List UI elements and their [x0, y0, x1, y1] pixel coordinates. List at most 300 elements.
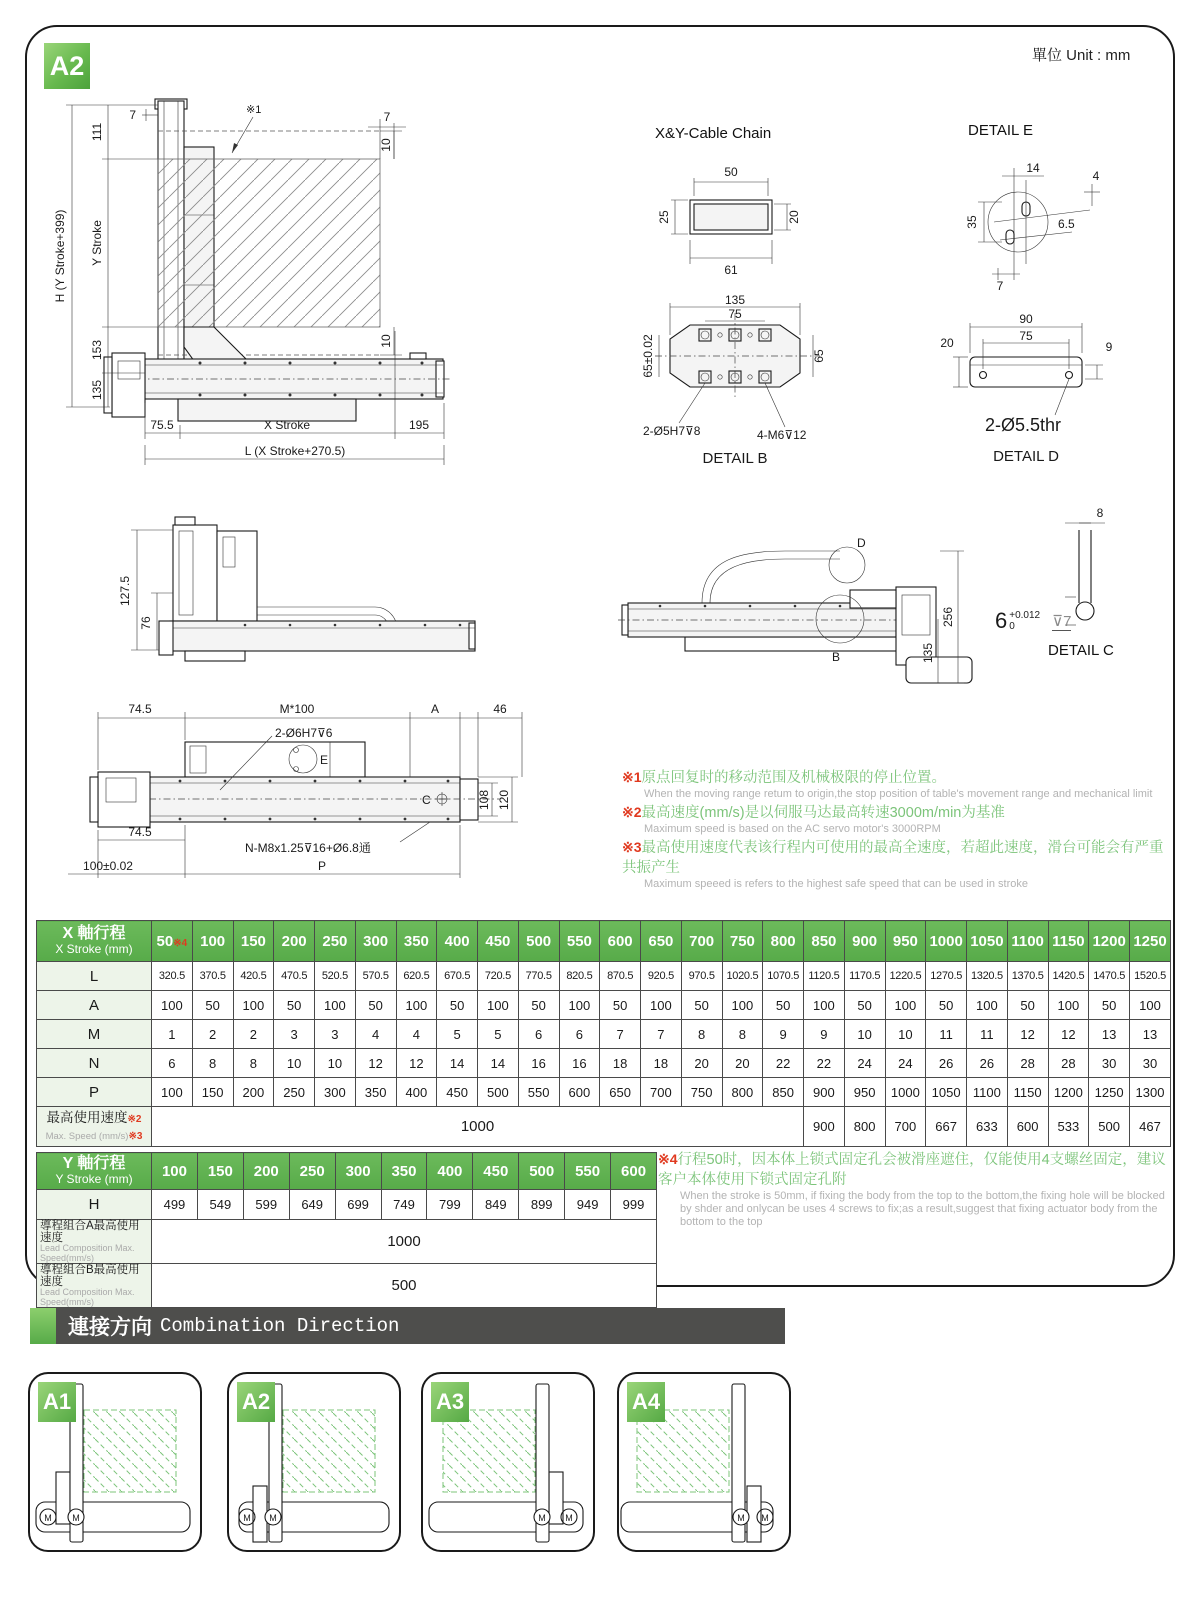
card-badge-a2: A2: [237, 1382, 275, 1422]
table-cell: 100: [233, 991, 274, 1020]
table-cell: 13: [1130, 1020, 1171, 1049]
y-stroke-header-zh: Y 軸行程: [62, 1155, 126, 1173]
x-stroke-col: 1000: [926, 921, 967, 962]
table-cell: 250: [274, 1078, 315, 1107]
svg-text:74.5: 74.5: [128, 702, 152, 716]
max-speed-cell: 667: [926, 1107, 967, 1147]
y-stroke-col: 350: [381, 1153, 427, 1190]
svg-text:M: M: [44, 1513, 52, 1523]
svg-text:P: P: [317, 859, 327, 873]
x-stroke-col: 1100: [1007, 921, 1048, 962]
svg-text:2-Ø5.5thr: 2-Ø5.5thr: [985, 415, 1062, 435]
svg-text:100±0.02: 100±0.02: [83, 859, 133, 873]
table-cell: 50: [1089, 991, 1130, 1020]
svg-text:M: M: [737, 1513, 745, 1523]
x-table-row: [37, 962, 1171, 991]
svg-text:90: 90: [1019, 312, 1033, 326]
max-speed-cell: 900: [804, 1107, 845, 1147]
svg-text:153: 153: [90, 339, 104, 361]
table-cell: 24: [885, 1049, 926, 1078]
svg-text:Y Stroke: Y Stroke: [90, 220, 104, 266]
svg-text:9: 9: [1105, 340, 1113, 354]
x-stroke-col: 1250: [1130, 921, 1171, 962]
svg-text:111: 111: [90, 122, 104, 142]
unit-label: 單位 Unit : mm: [1032, 47, 1131, 64]
svg-text:65: 65: [812, 349, 826, 363]
lead-speed-value: 500: [152, 1264, 657, 1308]
svg-text:M: M: [565, 1513, 573, 1523]
table-cell: 50: [274, 991, 315, 1020]
table-cell: 899: [519, 1190, 565, 1220]
svg-text:120: 120: [497, 789, 511, 811]
y-table-header-row: [37, 1153, 657, 1190]
table-cell: 5: [437, 1020, 478, 1049]
x-table-header-row: [37, 921, 1171, 962]
svg-text:4-M6⊽12: 4-M6⊽12: [757, 428, 807, 442]
x-stroke-col: 200: [274, 921, 315, 962]
x-stroke-col: 1150: [1048, 921, 1089, 962]
x-stroke-col: 100: [192, 921, 233, 962]
table-cell: 470.5: [274, 962, 315, 991]
lead-speed-value: 1000: [152, 1220, 657, 1264]
y-stroke-col: 300: [335, 1153, 381, 1190]
note2-marker: ※2: [127, 1114, 142, 1125]
y-stroke-col: 200: [243, 1153, 289, 1190]
x-stroke-col: 800: [763, 921, 804, 962]
svg-text:20: 20: [940, 336, 954, 350]
svg-text:75: 75: [1019, 329, 1033, 343]
y-lead-row-b: [37, 1264, 657, 1308]
svg-text:61: 61: [724, 263, 738, 277]
svg-text:135: 135: [90, 379, 104, 401]
svg-text:4: 4: [1092, 169, 1100, 183]
detail-d-drawing: [925, 295, 1140, 470]
y-stroke-table: [36, 1152, 657, 1308]
table-cell: 30: [1130, 1049, 1171, 1078]
table-cell: 499: [152, 1190, 198, 1220]
row-label: P: [37, 1078, 152, 1107]
table-cell: 22: [804, 1049, 845, 1078]
table-cell: 22: [763, 1049, 804, 1078]
x-table-row: [37, 991, 1171, 1020]
table-cell: 100: [722, 991, 763, 1020]
max-speed-label-zh: 最高使用速度※2: [46, 1110, 142, 1125]
x-stroke-header-en: X Stroke (mm): [55, 942, 133, 957]
table-cell: 50: [518, 991, 559, 1020]
table-cell: 20: [722, 1049, 763, 1078]
table-cell: 1020.5: [722, 962, 763, 991]
svg-text:M: M: [269, 1513, 277, 1523]
max-speed-label-en: Max. Speed (mm/s)※3: [45, 1130, 143, 1142]
table-cell: 100: [885, 991, 926, 1020]
table-cell: 450: [437, 1078, 478, 1107]
x-stroke-col: 650: [641, 921, 682, 962]
table-cell: 30: [1089, 1049, 1130, 1078]
table-cell: 100: [152, 991, 193, 1020]
table-cell: 10: [315, 1049, 356, 1078]
svg-text:7: 7: [996, 279, 1004, 293]
table-cell: 50: [681, 991, 722, 1020]
lead-label: 導程組合A最高使用速度 Lead Composition Max. Speed(mm/s): [37, 1220, 152, 1264]
svg-text:7: 7: [129, 108, 136, 122]
table-cell: 9: [804, 1020, 845, 1049]
svg-text:H (Y Stroke+399): H (Y Stroke+399): [53, 209, 67, 303]
svg-text:E: E: [320, 753, 329, 767]
row-label: H: [37, 1190, 152, 1220]
table-cell: 28: [1007, 1049, 1048, 1078]
table-cell: 12: [1007, 1020, 1048, 1049]
x-stroke-col: 850: [804, 921, 845, 962]
note-1: ※1原点回复时的移动范围及机械极限的停止位置。 When the moving range retum to origin,the stop position of table's movement range and mechanical limit: [622, 769, 1153, 800]
x-table-row: [37, 1049, 1171, 1078]
table-cell: 1120.5: [804, 962, 845, 991]
table-cell: 1250: [1089, 1078, 1130, 1107]
front-view-drawing: [50, 95, 480, 490]
table-cell: 150: [192, 1078, 233, 1107]
table-cell: 6: [152, 1049, 193, 1078]
table-cell: 620.5: [396, 962, 437, 991]
table-cell: 16: [518, 1049, 559, 1078]
table-cell: 12: [1048, 1020, 1089, 1049]
table-cell: 870.5: [600, 962, 641, 991]
table-cell: 50: [355, 991, 396, 1020]
svg-text:10: 10: [379, 334, 393, 348]
max-speed-cell: 600: [1007, 1107, 1048, 1147]
table-cell: 50: [763, 991, 804, 1020]
detail-c-title: DETAIL C: [1048, 642, 1114, 659]
svg-text:256: 256: [941, 606, 955, 628]
table-cell: 100: [315, 991, 356, 1020]
max-speed-cell: 800: [844, 1107, 885, 1147]
table-cell: 100: [804, 991, 845, 1020]
table-cell: 699: [335, 1190, 381, 1220]
table-cell: 700: [641, 1078, 682, 1107]
max-speed-label: [37, 1107, 152, 1147]
svg-text:※1: ※1: [246, 104, 262, 116]
max-speed-merged: 1000: [152, 1107, 804, 1147]
notes-block: [622, 768, 1178, 894]
lead-label: 導程組合B最高使用速度 Lead Composition Max. Speed(mm/s): [37, 1264, 152, 1308]
table-cell: 50: [192, 991, 233, 1020]
table-cell: 4: [355, 1020, 396, 1049]
svg-text:DETAIL B: DETAIL B: [702, 450, 768, 467]
x-stroke-col: 450: [478, 921, 519, 962]
table-cell: 7: [600, 1020, 641, 1049]
note-2: ※2最高速度(mm/s)是以伺服马达最高转速3000m/min为基准 Maximum speed is based on the AC servo motor's 3000RPM: [622, 804, 1005, 836]
table-cell: 100: [641, 991, 682, 1020]
x-stroke-col: 400: [437, 921, 478, 962]
table-cell: 1270.5: [926, 962, 967, 991]
y-stroke-col: 600: [611, 1153, 657, 1190]
table-cell: 3: [274, 1020, 315, 1049]
svg-text:M: M: [538, 1513, 546, 1523]
table-cell: 5: [478, 1020, 519, 1049]
table-cell: 18: [641, 1049, 682, 1078]
max-speed-cell: 467: [1130, 1107, 1171, 1147]
detail-e-drawing: [940, 140, 1130, 295]
cable-chain-drawing: [645, 148, 820, 283]
table-cell: 18: [600, 1049, 641, 1078]
x-stroke-col: 350: [396, 921, 437, 962]
x-stroke-col: 1050: [967, 921, 1008, 962]
table-cell: 7: [641, 1020, 682, 1049]
table-cell: 920.5: [641, 962, 682, 991]
svg-text:25: 25: [657, 210, 671, 224]
cable-chain-title: X&Y-Cable Chain: [655, 125, 772, 142]
x-stroke-col: 750: [722, 921, 763, 962]
table-cell: 50: [1007, 991, 1048, 1020]
table-cell: 6: [518, 1020, 559, 1049]
y-stroke-header: [37, 1153, 152, 1190]
x-stroke-col: 600: [600, 921, 641, 962]
row-label: N: [37, 1049, 152, 1078]
table-cell: 100: [559, 991, 600, 1020]
table-cell: 10: [844, 1020, 885, 1049]
table-cell: 749: [381, 1190, 427, 1220]
svg-text:M: M: [243, 1513, 251, 1523]
card-badge-a1: A1: [38, 1382, 76, 1422]
svg-text:7: 7: [383, 110, 391, 124]
combination-card-a4: [617, 1372, 791, 1552]
svg-text:D: D: [857, 536, 866, 550]
combination-direction-header: 連接方向 Combination Direction: [30, 1308, 785, 1344]
table-cell: 4: [396, 1020, 437, 1049]
table-cell: 850: [763, 1078, 804, 1107]
table-cell: 1420.5: [1048, 962, 1089, 991]
table-cell: 100: [967, 991, 1008, 1020]
y-stroke-col: 450: [473, 1153, 519, 1190]
table-cell: 1520.5: [1130, 962, 1171, 991]
svg-text:M: M: [72, 1513, 80, 1523]
x-stroke-table: [36, 920, 1171, 1147]
table-cell: 100: [396, 991, 437, 1020]
table-cell: 1000: [885, 1078, 926, 1107]
table-cell: 800: [722, 1078, 763, 1107]
y-stroke-col: 400: [427, 1153, 473, 1190]
svg-text:20: 20: [787, 210, 801, 224]
svg-text:195: 195: [408, 418, 430, 432]
table-cell: 9: [763, 1020, 804, 1049]
table-cell: 1: [152, 1020, 193, 1049]
green-accent-block: [30, 1308, 56, 1344]
side-view-drawing: [55, 495, 505, 685]
table-cell: 10: [885, 1020, 926, 1049]
svg-text:8: 8: [1096, 506, 1104, 520]
table-cell: 770.5: [518, 962, 559, 991]
x-stroke-col: 950: [885, 921, 926, 962]
table-cell: 6: [559, 1020, 600, 1049]
table-cell: 1320.5: [967, 962, 1008, 991]
svg-text:135: 135: [724, 293, 746, 307]
table-cell: 820.5: [559, 962, 600, 991]
svg-text:108: 108: [477, 789, 491, 811]
x-stroke-header-zh: X 軸行程: [62, 925, 126, 943]
table-cell: 1470.5: [1089, 962, 1130, 991]
y-stroke-col: 250: [289, 1153, 335, 1190]
table-cell: 20: [681, 1049, 722, 1078]
table-cell: 849: [473, 1190, 519, 1220]
max-speed-cell: 633: [967, 1107, 1008, 1147]
table-cell: 13: [1089, 1020, 1130, 1049]
y-stroke-col: 150: [197, 1153, 243, 1190]
table-cell: 1050: [926, 1078, 967, 1107]
y-lead-row-a: [37, 1220, 657, 1264]
svg-text:75: 75: [728, 307, 742, 321]
table-cell: 950: [844, 1078, 885, 1107]
note-4: ※4行程50时，因本体上锁式固定孔会被滑座遮住，仅能使用4支螺丝固定，建议客户本体使用下锁式固定孔附 When the stroke is 50mm, if fixing the body from the top to the bottom,the fixing hole will be blocked by shder and onlycan be uses 4 screws to fix;as a result,suggest that fixing actuator body from the bottom to the top: [658, 1151, 1166, 1229]
note3-marker: ※3: [128, 1130, 143, 1142]
table-cell: 949: [565, 1190, 611, 1220]
table-cell: 1370.5: [1007, 962, 1048, 991]
svg-text:14: 14: [1026, 161, 1040, 175]
combination-card-a2: [227, 1372, 401, 1552]
card-badge-a3: A3: [431, 1382, 469, 1422]
x-stroke-col: 500: [518, 921, 559, 962]
note-3: ※3最高使用速度代表该行程内可使用的最高全速度，若超此速度，滑台可能会有严重共振产生 Maximum speeed is refers to the highest safe speed that can be used in stroke: [622, 839, 1164, 891]
table-cell: 750: [681, 1078, 722, 1107]
table-cell: 300: [315, 1078, 356, 1107]
table-cell: 1170.5: [844, 962, 885, 991]
x-stroke-col: 900: [844, 921, 885, 962]
table-cell: 100: [152, 1078, 193, 1107]
table-cell: 520.5: [315, 962, 356, 991]
svg-text:C: C: [422, 793, 431, 807]
svg-text:65±0.02: 65±0.02: [641, 334, 655, 378]
svg-text:2-Ø6H7⊽6: 2-Ø6H7⊽6: [275, 726, 333, 740]
svg-text:135: 135: [921, 642, 935, 664]
model-badge: A2: [44, 43, 90, 89]
table-cell: 370.5: [192, 962, 233, 991]
table-cell: 1150: [1007, 1078, 1048, 1107]
x-stroke-col: 50※4: [152, 921, 193, 962]
svg-text:B: B: [832, 650, 841, 664]
table-cell: 1200: [1048, 1078, 1089, 1107]
svg-text:127.5: 127.5: [118, 575, 132, 607]
table-cell: 14: [437, 1049, 478, 1078]
x-table-row: [37, 1078, 1171, 1107]
table-cell: 26: [967, 1049, 1008, 1078]
y-stroke-header-en: Y Stroke (mm): [55, 1172, 133, 1187]
table-cell: 11: [967, 1020, 1008, 1049]
table-cell: 650: [600, 1078, 641, 1107]
y-table-row: [37, 1190, 657, 1220]
x-stroke-col: 250: [315, 921, 356, 962]
table-cell: 8: [681, 1020, 722, 1049]
row-label: M: [37, 1020, 152, 1049]
table-cell: 100: [1048, 991, 1089, 1020]
table-cell: 50: [844, 991, 885, 1020]
svg-text:2-Ø5H7⊽8: 2-Ø5H7⊽8: [643, 424, 701, 438]
table-cell: 14: [478, 1049, 519, 1078]
table-cell: 1070.5: [763, 962, 804, 991]
row-label: A: [37, 991, 152, 1020]
table-cell: 999: [611, 1190, 657, 1220]
svg-text:L (X Stroke+270.5): L (X Stroke+270.5): [244, 444, 346, 458]
x-stroke-col: 550: [559, 921, 600, 962]
svg-text:M: M: [761, 1513, 769, 1523]
detail-b-drawing: [635, 295, 845, 470]
table-cell: 570.5: [355, 962, 396, 991]
svg-text:N-M8x1.25⊽16+Ø6.8通: N-M8x1.25⊽16+Ø6.8通: [245, 841, 371, 855]
table-cell: 350: [355, 1078, 396, 1107]
table-cell: 24: [844, 1049, 885, 1078]
detail-c-drawing: [985, 505, 1175, 665]
table-cell: 28: [1048, 1049, 1089, 1078]
table-cell: 549: [197, 1190, 243, 1220]
table-cell: 12: [396, 1049, 437, 1078]
top-view-drawing: [610, 495, 980, 695]
table-cell: 1300: [1130, 1078, 1171, 1107]
x-table-row: [37, 1020, 1171, 1049]
table-cell: 500: [478, 1078, 519, 1107]
table-cell: 200: [233, 1078, 274, 1107]
table-cell: 550: [518, 1078, 559, 1107]
max-speed-cell: 533: [1048, 1107, 1089, 1147]
svg-text:35: 35: [965, 215, 979, 229]
x-stroke-col: 700: [681, 921, 722, 962]
table-cell: 320.5: [152, 962, 193, 991]
y-stroke-col: 550: [565, 1153, 611, 1190]
detail-e-title: DETAIL E: [968, 122, 1034, 139]
table-cell: 1100: [967, 1078, 1008, 1107]
max-speed-cell: 700: [885, 1107, 926, 1147]
plan-view-drawing: [60, 682, 550, 887]
table-cell: 8: [233, 1049, 274, 1078]
table-cell: 1220.5: [885, 962, 926, 991]
svg-text:6.5: 6.5: [1058, 217, 1075, 231]
svg-text:DETAIL D: DETAIL D: [993, 448, 1059, 465]
table-cell: 2: [233, 1020, 274, 1049]
table-cell: 100: [1130, 991, 1171, 1020]
table-cell: 670.5: [437, 962, 478, 991]
svg-text:76: 76: [139, 616, 153, 630]
combination-card-a1: [28, 1372, 202, 1552]
svg-text:75.5: 75.5: [150, 418, 174, 432]
svg-text:74.5: 74.5: [128, 825, 152, 839]
table-cell: 420.5: [233, 962, 274, 991]
row-label: L: [37, 962, 152, 991]
table-cell: 11: [926, 1020, 967, 1049]
svg-text:M*100: M*100: [279, 702, 315, 716]
table-cell: 26: [926, 1049, 967, 1078]
card-badge-a4: A4: [627, 1382, 665, 1422]
x-stroke-col: 1200: [1089, 921, 1130, 962]
table-cell: 16: [559, 1049, 600, 1078]
table-cell: 12: [355, 1049, 396, 1078]
table-cell: 50: [600, 991, 641, 1020]
y-stroke-col: 100: [152, 1153, 198, 1190]
table-cell: 900: [804, 1078, 845, 1107]
table-cell: 649: [289, 1190, 335, 1220]
note4-marker: ※4: [173, 937, 188, 949]
x-speed-row: [37, 1107, 1171, 1147]
table-cell: 400: [396, 1078, 437, 1107]
combination-card-a3: [421, 1372, 595, 1552]
x-stroke-header: [37, 921, 152, 962]
table-cell: 3: [315, 1020, 356, 1049]
table-cell: 970.5: [681, 962, 722, 991]
table-cell: 720.5: [478, 962, 519, 991]
table-cell: 600: [559, 1078, 600, 1107]
svg-text:A: A: [430, 702, 440, 716]
table-cell: 100: [478, 991, 519, 1020]
svg-text:50: 50: [724, 165, 738, 179]
max-speed-cell: 500: [1089, 1107, 1130, 1147]
detail-c-tolerance: 6 +0.012 0 ⊽7: [995, 608, 1072, 633]
y-stroke-col: 500: [519, 1153, 565, 1190]
table-cell: 8: [722, 1020, 763, 1049]
table-cell: 599: [243, 1190, 289, 1220]
